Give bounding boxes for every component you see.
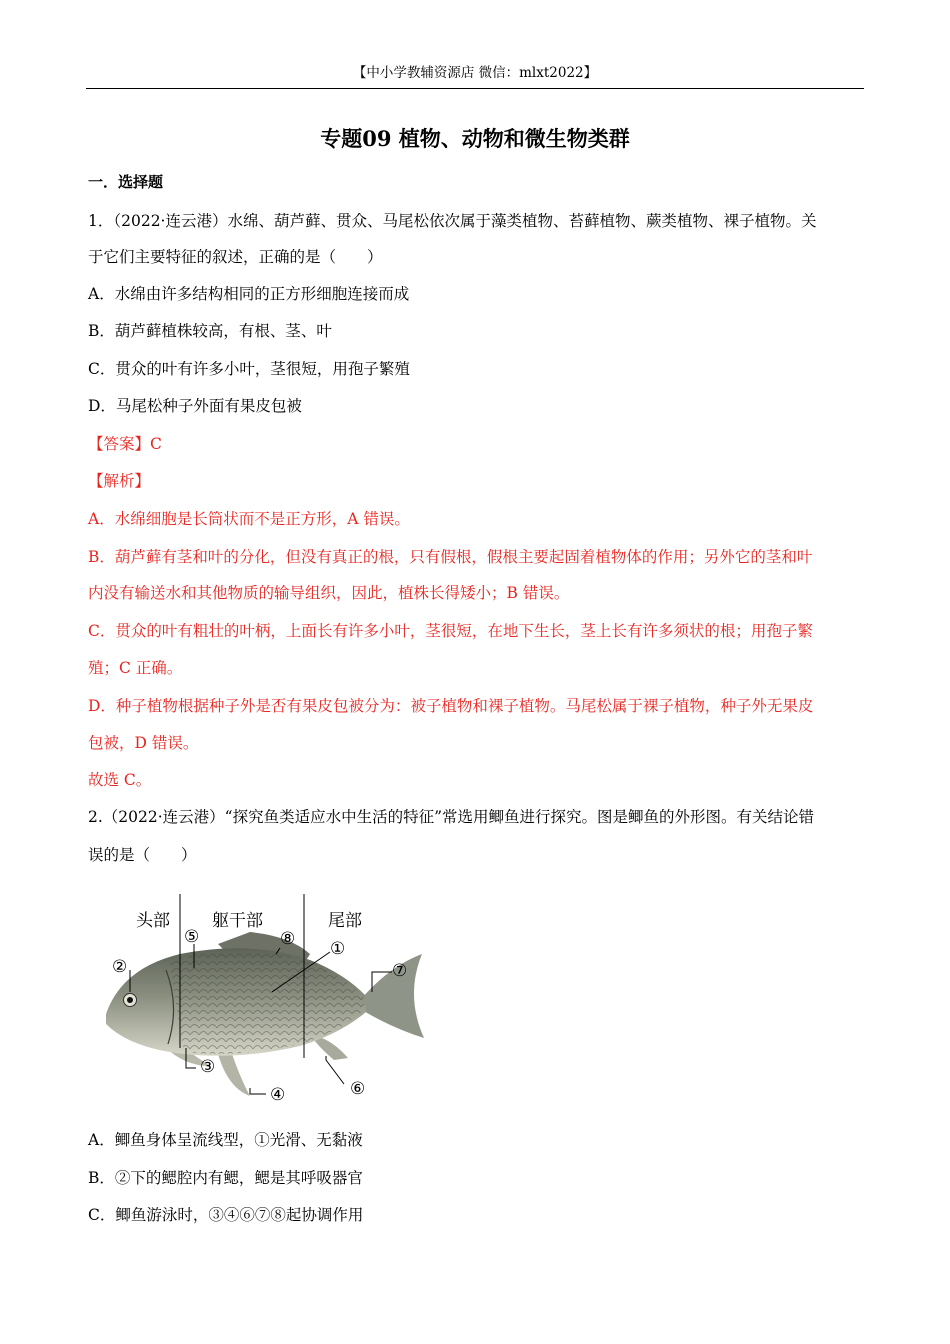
q1-analysis-line: 内没有输送水和其他物质的输导组织，因此，植株长得矮小；B 错误。 bbox=[88, 584, 570, 602]
label-head: 头部 bbox=[136, 911, 170, 931]
q1-analysis-line: 殖；C 正确。 bbox=[88, 659, 183, 677]
q1-analysis-line: B．葫芦藓有茎和叶的分化，但没有真正的根，只有假根，假根主要起固着植物体的作用；另外它的茎和叶 bbox=[88, 548, 813, 566]
q1-answer: 【答案】C bbox=[88, 435, 162, 453]
header-rule bbox=[86, 88, 864, 89]
page-header: 【中小学教辅资源店 微信：mlxt2022】 bbox=[352, 65, 598, 81]
callout-4: ④ bbox=[270, 1085, 286, 1104]
page-title: 专题09 植物、动物和微生物类群 bbox=[320, 126, 630, 151]
q1-option-d: D．马尾松种子外面有果皮包被 bbox=[88, 397, 302, 415]
section-heading: 一．选择题 bbox=[88, 173, 164, 191]
q1-analysis-line: 包被，D 错误。 bbox=[88, 734, 199, 752]
q2-option-b: B．②下的鳃腔内有鳃，鳃是其呼吸器官 bbox=[88, 1169, 363, 1187]
q2-stem-line2: 误的是（ ） bbox=[88, 846, 197, 864]
q1-analysis-label: 【解析】 bbox=[88, 472, 151, 490]
q1-option-c: C．贯众的叶有许多小叶，茎很短，用孢子繁殖 bbox=[88, 360, 410, 378]
fish-scales bbox=[170, 951, 364, 1053]
callout-5: ⑤ bbox=[184, 927, 200, 947]
callout-8: ⑧ bbox=[280, 929, 296, 949]
callout-7: ⑦ bbox=[392, 961, 408, 981]
q1-analysis-line: 故选 C。 bbox=[88, 771, 152, 789]
callout-1: ① bbox=[330, 939, 346, 959]
q1-option-b: B．葫芦藓植株较高，有根、茎、叶 bbox=[88, 322, 332, 340]
q2-option-a: A．鲫鱼身体呈流线型，①光滑、无黏液 bbox=[88, 1131, 363, 1149]
q1-stem-line2: 于它们主要特征的叙述，正确的是（ ） bbox=[88, 248, 383, 266]
q1-analysis-line: A．水绵细胞是长筒状而不是正方形，A 错误。 bbox=[88, 510, 410, 528]
callout-2: ② bbox=[112, 957, 128, 977]
label-tail: 尾部 bbox=[328, 911, 362, 931]
callout-3: ③ bbox=[200, 1057, 216, 1077]
q1-option-a: A．水绵由许多结构相同的正方形细胞连接而成 bbox=[88, 285, 410, 303]
fish-diagram bbox=[100, 888, 430, 1104]
q2-option-c: C．鲫鱼游泳时，③④⑥⑦⑧起协调作用 bbox=[88, 1206, 364, 1224]
callout-6: ⑥ bbox=[350, 1079, 366, 1099]
anal-fin bbox=[314, 1038, 348, 1060]
q2-stem-line1: 2.（2022·连云港）“探究鱼类适应水中生活的特征”常选用鲫鱼进行探究。图是鲫鱼的外形图。有关结论错 bbox=[88, 808, 815, 826]
q1-analysis-line: C．贯众的叶有粗壮的叶柄，上面长有许多小叶，茎很短，在地下生长，茎上长有许多须状的根；用孢子繁 bbox=[88, 622, 813, 640]
q1-stem-line1: 1．（2022·连云港）水绵、葫芦藓、贯众、马尾松依次属于藻类植物、苔藓植物、蕨类植物、裸子植物。关 bbox=[88, 212, 817, 230]
q1-analysis-line: D．种子植物根据种子外是否有果皮包被分为：被子植物和裸子植物。马尾松属于裸子植物，种子外无果皮 bbox=[88, 697, 814, 715]
label-trunk: 躯干部 bbox=[212, 911, 263, 931]
